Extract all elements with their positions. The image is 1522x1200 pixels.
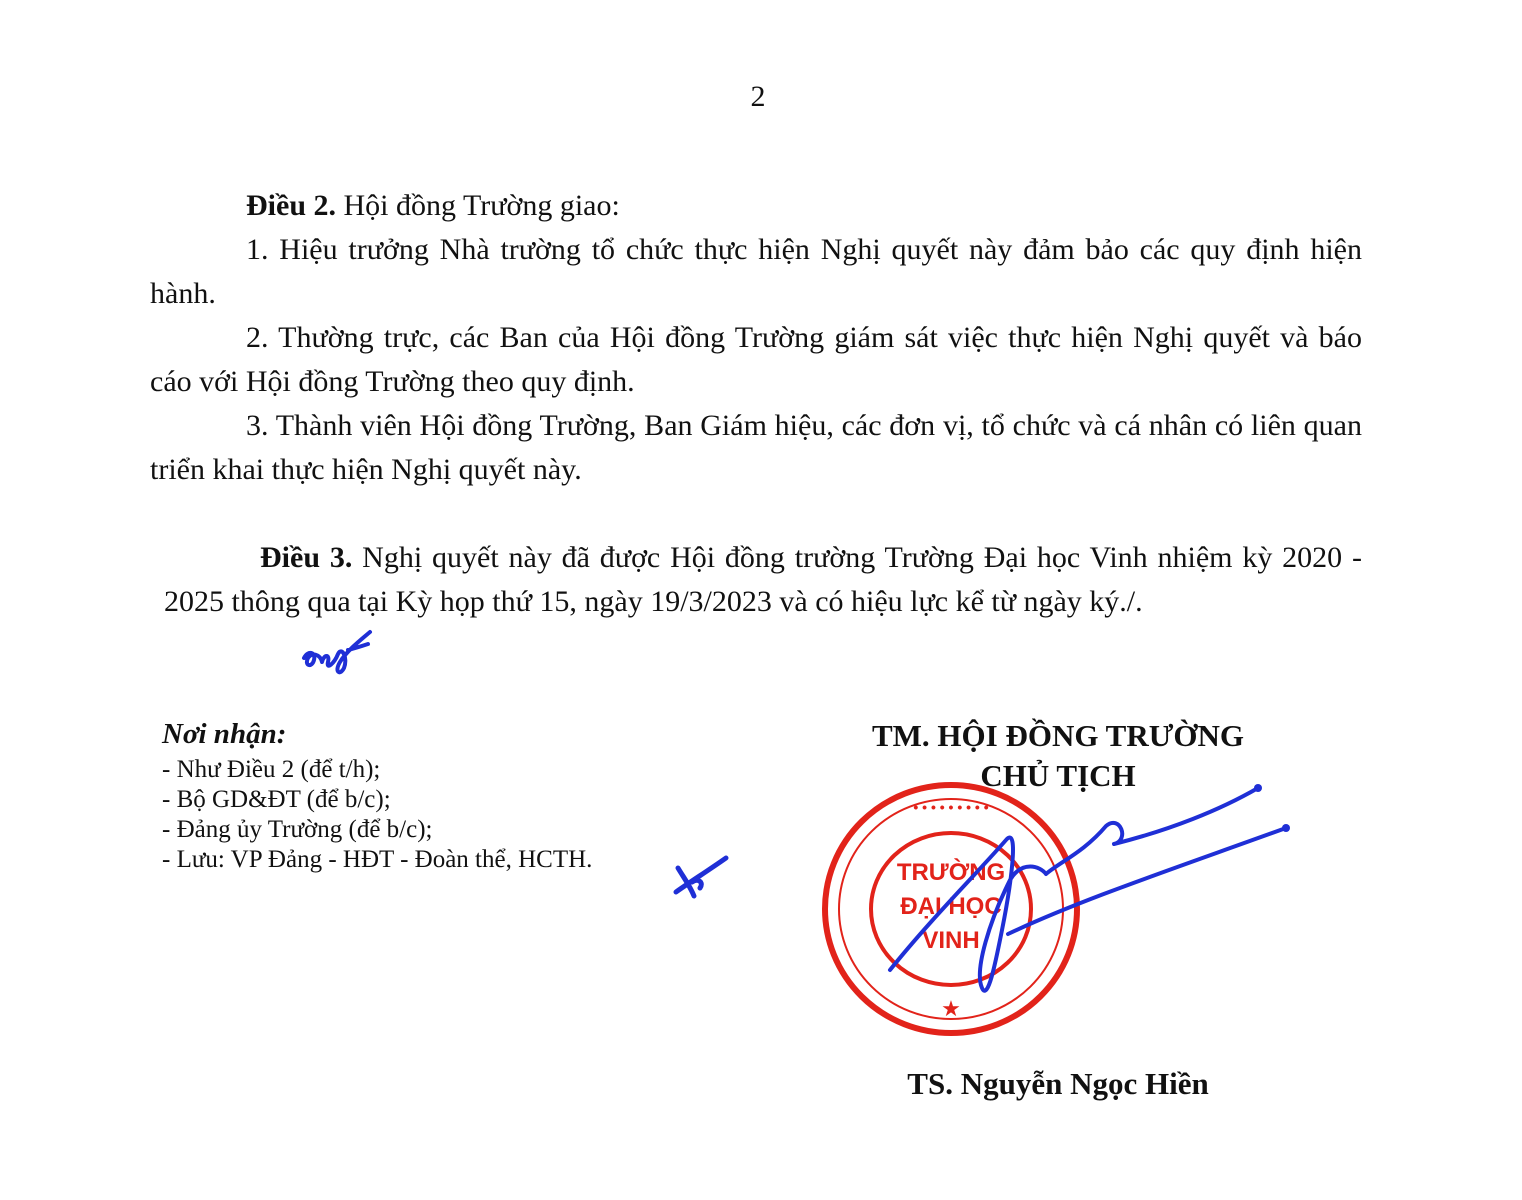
- article-3-text: Nghị quyết này đã được Hội đồng trường Trường Đại học Vinh nhiệm kỳ 2020 - 2025 thông qua tại Kỳ họp thứ 15, ngày 19/3/2023 và có hiệu lực kể từ ngày ký./.: [164, 541, 1363, 618]
- signer-name: TS. Nguyễn Ngọc Hiền: [907, 1066, 1209, 1101]
- article-2-item-1: 1. Hiệu trưởng Nhà trường tổ chức thực hiện Nghị quyết này đảm bảo các quy định hiện hành.: [150, 233, 1362, 310]
- recipient-item: - Đảng ủy Trường (để b/c);: [162, 816, 433, 843]
- initials-mark-icon: [298, 624, 378, 680]
- article-3-paragraph: [164, 536, 1362, 624]
- article-2: [150, 184, 1362, 492]
- article-3-heading: Điều 3.: [260, 541, 353, 574]
- recipients-title: Nơi nhận:: [162, 718, 287, 750]
- article-2-item-2: 2. Thường trực, các Ban của Hội đồng Trường giám sát việc thực hiện Nghị quyết và báo cáo với Hội đồng Trường theo quy định.: [150, 321, 1362, 398]
- recipient-item: - Như Điều 2 (để t/h);: [162, 756, 381, 783]
- signature-title-line-2: CHỦ TỊCH: [980, 758, 1136, 793]
- svg-text:• • • • • • • • •: • • • • • • • • •: [913, 799, 989, 815]
- seal-line-2: ĐẠI HỌC: [900, 893, 1002, 920]
- signature-title-line-1: TM. HỘI ĐỒNG TRƯỜNG: [871, 718, 1244, 753]
- seal-line-1: TRƯỜNG: [896, 859, 1006, 886]
- article-2-heading: Điều 2.: [246, 189, 336, 222]
- svg-text:★: ★: [941, 996, 961, 1021]
- page-number: 2: [750, 80, 766, 113]
- article-2-intro-text: Hội đồng Trường giao:: [336, 189, 620, 222]
- seal-line-3: VINH: [922, 927, 980, 954]
- article-2-intro: [150, 184, 1362, 228]
- article-3: [164, 536, 1362, 624]
- initials-check-icon: [672, 852, 732, 900]
- recipient-item: - Bộ GD&ĐT (để b/c);: [162, 786, 391, 813]
- handwritten-signature-icon: [870, 770, 1310, 1010]
- article-2-item-3: 3. Thành viên Hội đồng Trường, Ban Giám hiệu, các đơn vị, tổ chức và cá nhân có liên quan triển khai thực hiện Nghị quyết này.: [150, 409, 1362, 486]
- recipient-item: - Lưu: VP Đảng - HĐT - Đoàn thể, HCTH.: [162, 846, 593, 873]
